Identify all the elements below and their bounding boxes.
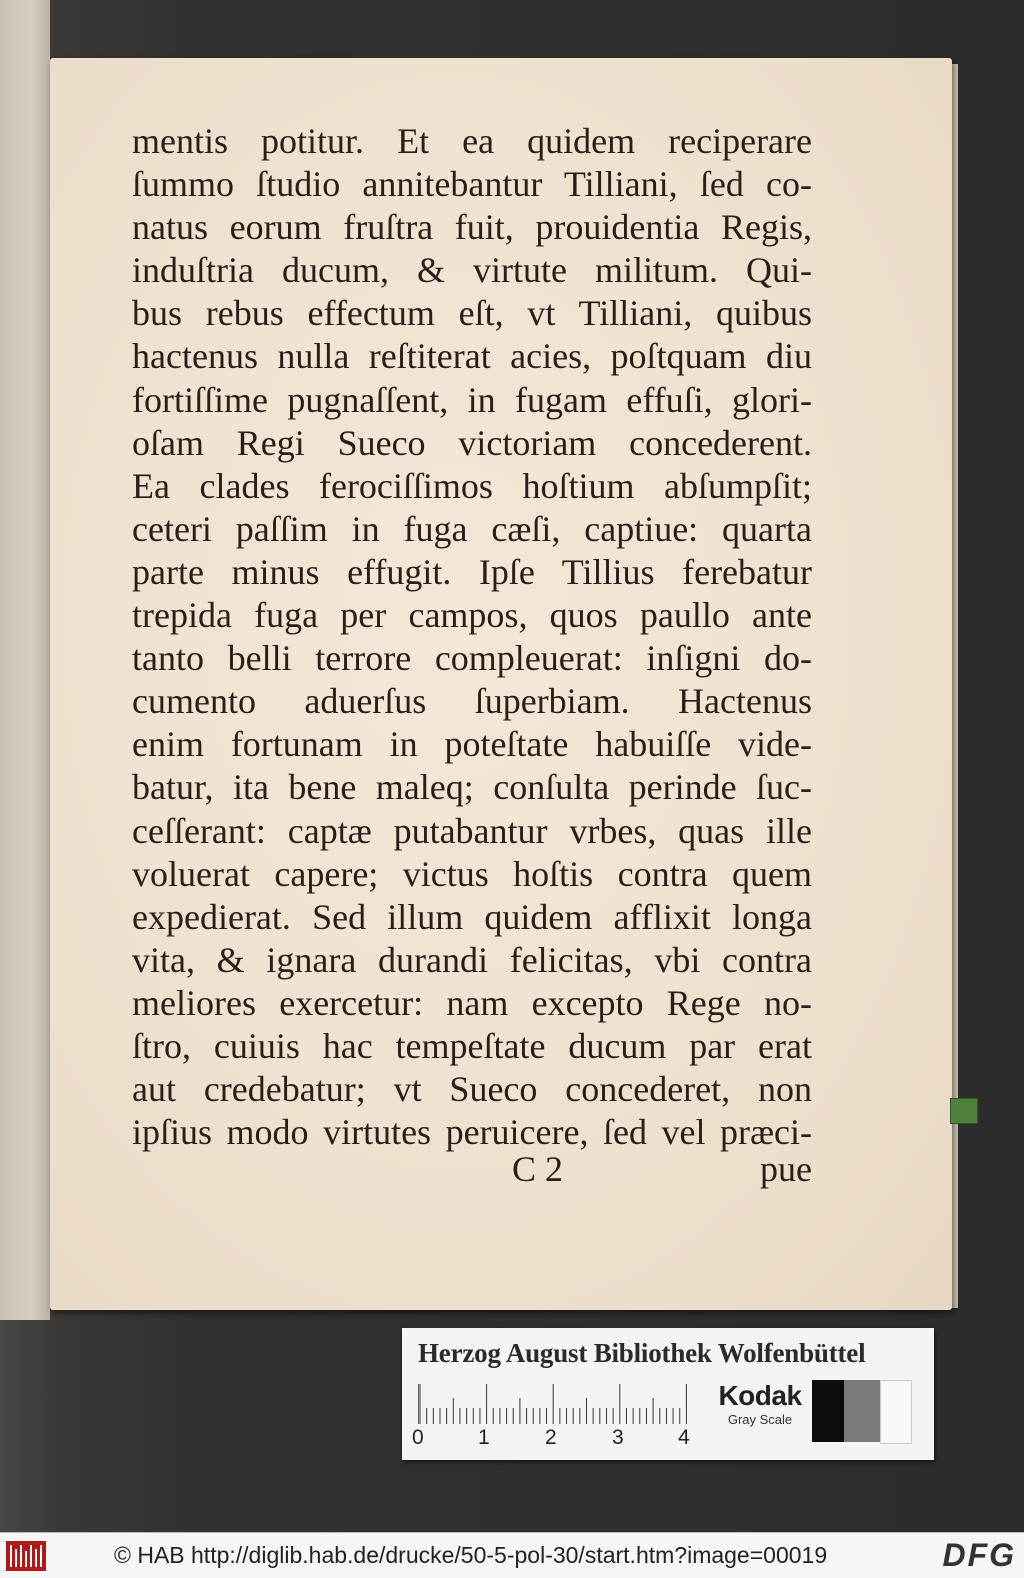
text-line: mentis potitur. Et ea quidem reciperare bbox=[132, 121, 812, 161]
catchword: pue bbox=[760, 1149, 812, 1189]
gray-patch-mid bbox=[844, 1380, 880, 1442]
ruler-number: 2 bbox=[545, 1426, 557, 1449]
text-line: ſummo ſtudio annitebantur Tilliani, ſed co- bbox=[132, 164, 812, 205]
text-line: batur, ita bene maleq; conſulta perinde ſuc- bbox=[132, 767, 812, 808]
kodak-subtitle: Gray Scale bbox=[727, 1412, 793, 1427]
bookmark-tab bbox=[950, 1098, 978, 1124]
library-name: Herzog August Bibliothek Wolfenbüttel bbox=[418, 1338, 866, 1368]
text-line: ceteri paſſim in fuga cæſi, captiue: quarta bbox=[132, 508, 812, 549]
text-line: induſtria ducum, & virtute militum. Qui- bbox=[132, 250, 812, 291]
text-line: aut credebatur; vt Sueco concederet, non bbox=[132, 1069, 812, 1110]
text-line: Ea clades ferociſſimos hoſtium abſumpſit; bbox=[132, 465, 812, 506]
facing-page-edge bbox=[0, 0, 50, 1320]
text-line: vita, & ignara durandi felicitas, vbi contra bbox=[132, 939, 812, 980]
text-line: ipſius modo virtutes peruicere, ſed vel præci- bbox=[132, 1112, 812, 1153]
gray-patch-white bbox=[880, 1380, 912, 1444]
text-line: hactenus nulla reſtiterat acies, poſtquam diu bbox=[132, 336, 812, 377]
text-line: trepida fuga per campos, quos paullo ante bbox=[132, 595, 812, 636]
ruler-scale bbox=[418, 1384, 688, 1424]
text-line: oſam Regi Sueco victoriam concederent. bbox=[132, 422, 812, 463]
ruler-number: 4 bbox=[678, 1426, 690, 1449]
text-line: fortiſſime pugnaſſent, in fugam effuſi, glori- bbox=[132, 379, 812, 420]
text-line: expedierat. Sed illum quidem afflixit longa bbox=[132, 896, 812, 937]
text-line: parte minus effugit. Ipſe Tillius ferebatur bbox=[132, 551, 812, 592]
ruler-number: 0 bbox=[412, 1426, 424, 1449]
hab-logo-icon bbox=[6, 1541, 46, 1571]
page-footer-line bbox=[132, 1148, 812, 1188]
text-line: cumento aduerſus ſuperbiam. Hactenus bbox=[132, 681, 812, 722]
text-line: enim fortunam in poteſtate habuiſſe vide- bbox=[132, 724, 812, 765]
ruler-number: 3 bbox=[612, 1426, 624, 1449]
page-text bbox=[132, 120, 812, 1154]
text-line: ſtro, cuiuis hac tempeſtate ducum par erat bbox=[132, 1025, 812, 1066]
text-line: tanto belli terrore compleuerat: inſigni do- bbox=[132, 638, 812, 679]
color-reference-card bbox=[402, 1328, 934, 1460]
viewer-footer bbox=[0, 1532, 1024, 1578]
dfg-logo: DFG bbox=[942, 1537, 1016, 1573]
text-line: bus rebus effectum eſt, vt Tilliani, quibus bbox=[132, 293, 812, 334]
kodak-logo: Kodak bbox=[718, 1380, 802, 1411]
text-line: meliores exercetur: nam excepto Rege no- bbox=[132, 982, 812, 1023]
text-line: voluerat capere; victus hoſtis contra quem bbox=[132, 853, 812, 894]
source-url: © HAB http://diglib.hab.de/drucke/50-5-pol-30/start.htm?image=00019 bbox=[114, 1542, 828, 1568]
signature-mark: C 2 bbox=[512, 1149, 564, 1189]
gray-patch-black bbox=[812, 1380, 844, 1442]
ruler-number: 1 bbox=[478, 1426, 490, 1449]
ruler-numbers bbox=[412, 1426, 712, 1454]
text-line: ceſſerant: captæ putabantur vrbes, quas ille bbox=[132, 810, 812, 851]
text-line: natus eorum fruſtra fuit, prouidentia Regis, bbox=[132, 207, 812, 248]
